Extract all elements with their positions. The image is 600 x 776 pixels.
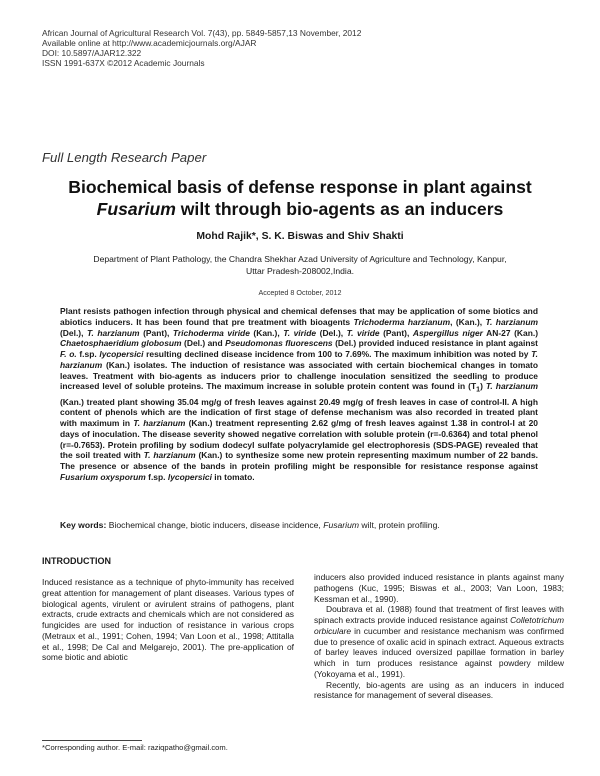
- doi: DOI: 10.5897/AJAR12.322: [42, 48, 142, 58]
- intro-right-column: [314, 572, 564, 701]
- abstract-text: (Del.) provided induced resistance in plant against: [332, 338, 538, 349]
- issn: ISSN 1991-637X ©2012 Academic Journals: [42, 58, 205, 68]
- abstract-species: F. o.: [60, 349, 77, 359]
- title-line-2: wilt through bio-agents as an inducers: [175, 199, 504, 219]
- abstract-species: T. viride: [346, 327, 380, 338]
- paragraph-text: in cucumber and resistance mechanism was confirmed due to presence of oxalic acid in spinach extract. Aqueous extracts of barley leaves induced oversized papillae formation in barley which in turn produces resistance against powdery mildew (Yokoyama et al., 1991).: [314, 625, 564, 679]
- title-line-1: Biochemical basis of defense response in plant against: [68, 177, 532, 197]
- keywords-italic: Fusarium: [323, 520, 360, 530]
- section-heading-introduction: INTRODUCTION: [42, 556, 111, 566]
- abstract-text: (Del.),: [60, 327, 87, 338]
- abstract-text: , (Kan.),: [450, 316, 486, 327]
- keywords-text: wilt, protein profiling.: [359, 520, 440, 530]
- footnote-divider: [42, 740, 142, 741]
- abstract-species: Chaetosphaeridium globosum: [60, 338, 182, 349]
- abstract-text: (Pant),: [379, 327, 413, 338]
- journal-citation: African Journal of Agricultural Research Vol. 7(43), pp. 5849-5857,13 November, 2012: [42, 28, 362, 38]
- abstract-species: Trichoderma harzianum: [353, 316, 451, 327]
- abstract-species: T. harzianum: [485, 316, 538, 327]
- abstract-species: Pseudomonas fluorescens: [225, 338, 333, 349]
- abstract-text: (Kan.),: [249, 327, 284, 338]
- keywords-text: Biochemical change, biotic inducers, disease incidence,: [106, 520, 324, 530]
- title-italic: Fusarium: [96, 199, 176, 219]
- abstract-text: resulting declined disease incidence from 100 to 7.69%. The maximum inhibition was noted by: [143, 349, 532, 359]
- abstract-text: AN-27 (Kan.): [482, 327, 538, 338]
- intro-paragraph: inducers also provided induced resistance in plants against many pathogens (Kuc, 1995; Biswas et al., 2003; Van Loon, 1983; Kessman et al., 1990).: [314, 572, 564, 604]
- abstract-species: T. harzianum: [485, 381, 538, 392]
- paper-title: [20, 176, 580, 220]
- abstract-species: T. viride: [283, 327, 317, 338]
- species-name: Colletotrichum orbiculare: [314, 615, 564, 636]
- abstract-text: (Kan.) treatment representing 2.62 g/mg of fresh leaves against 1.38 in control-I at 20 days of inoculation. The disease severity showed negative correlation with soluble protein (r=-0.6364) and total phenol (r=-0.7653). Protein profiling by sodium dodecyl sulfate polyacrylamide gel electrophoresis (SDS-PAGE) revealed that the soil treated with: [60, 418, 538, 461]
- abstract-text: (Kan.) isolates. The induction of resistance was associated with certain biochemical changes in tomato leaves. Treatment with bio-agents as inducers prior to challenge inoculation sensitized the seedling to produce increased level of soluble proteins. The maximum increase in soluble protein content was found in (T: [60, 359, 538, 392]
- abstract: [60, 306, 538, 483]
- abstract-species: lycopersici: [167, 471, 212, 482]
- keywords: [60, 520, 540, 531]
- abstract-text: (Kan.) treated plant showing 35.04 mg/g of fresh leaves against 20.49 mg/g of fresh leaves in case of control-II. A high content of phenols which are the indication of first stage of defense mechanism was also recorded in treated plant with maximum in: [60, 396, 538, 429]
- abstract-species: lycopersici: [99, 349, 144, 359]
- authors: Mohd Rajik*, S. K. Biswas and Shiv Shakti: [196, 231, 404, 242]
- corresponding-author-footnote: *Corresponding author. E-mail: raziqpatho@gmail.com.: [42, 743, 228, 752]
- abstract-species: T. harzianum: [133, 418, 186, 429]
- affiliation-line-2: Uttar Pradesh-208002,India.: [246, 265, 354, 276]
- affiliation: [60, 254, 540, 277]
- affiliation-line-1: Department of Plant Pathology, the Chandra Shekhar Azad University of Agriculture and Technology, Kanpur,: [93, 254, 507, 264]
- abstract-species: T. harzianum: [60, 349, 538, 370]
- abstract-species: T. harzianum: [86, 327, 140, 338]
- abstract-species: Trichoderma viride: [172, 327, 250, 338]
- abstract-text: f.sp.: [76, 349, 100, 359]
- abstract-text: Plant resists pathogen infection through physical and chemical defenses that may be application of some biotics and abiotics inducers. It has been found that pre treatment with bioagents: [60, 306, 538, 327]
- paragraph-text: Doubrava et al. (1988) found that treatment of first leaves with spinach extracts provide induced resistance against: [314, 604, 564, 625]
- journal-url: Available online at http://www.academicjournals.org/AJAR: [42, 38, 257, 48]
- abstract-text: in tomato.: [211, 471, 255, 482]
- journal-header: [42, 28, 361, 68]
- abstract-subscript: 1: [476, 386, 481, 394]
- abstract-text: f.sp.: [145, 471, 168, 482]
- intro-paragraph: Induced resistance as a technique of phyto-immunity has received great attention for management of plant diseases. Various types of biological agents, virulent or avirulent strains of pathogens, plant extracts, crude extracts and chemicals which are not considered as fungicides are used for induction of resistance in various crops (Metraux et al., 1991; Cohen, 1994; Van Loon et al., 1998; Attitalla et al., 1998; De Cal and Melgarejo, 2001). The pre-application of some biotic and abiotic: [42, 577, 294, 663]
- abstract-species: Fusarium oxysporum: [60, 471, 146, 482]
- abstract-species: Aspergillus niger: [412, 327, 483, 338]
- intro-paragraph: Recently, bio-agents are using as an inducers in induced resistance for management of several diseases.: [314, 679, 564, 701]
- keywords-label: Key words:: [60, 520, 107, 530]
- abstract-text: (Del.) and: [181, 338, 226, 349]
- intro-left-column: [42, 577, 294, 663]
- intro-paragraph: [314, 604, 564, 679]
- accepted-date: Accepted 8 October, 2012: [258, 288, 342, 297]
- abstract-text: (Pant),: [139, 327, 173, 338]
- paper-type: Full Length Research Paper: [42, 150, 207, 165]
- abstract-species: T. harzianum: [143, 450, 196, 461]
- abstract-text: ): [480, 381, 486, 392]
- abstract-text: (Kan.) to synthesize some new protein representing maximum number of 22 bands. The presence or absence of the bands in protein profiling might be responsible for resistance response against: [60, 450, 538, 472]
- abstract-text: (Del.),: [316, 327, 347, 338]
